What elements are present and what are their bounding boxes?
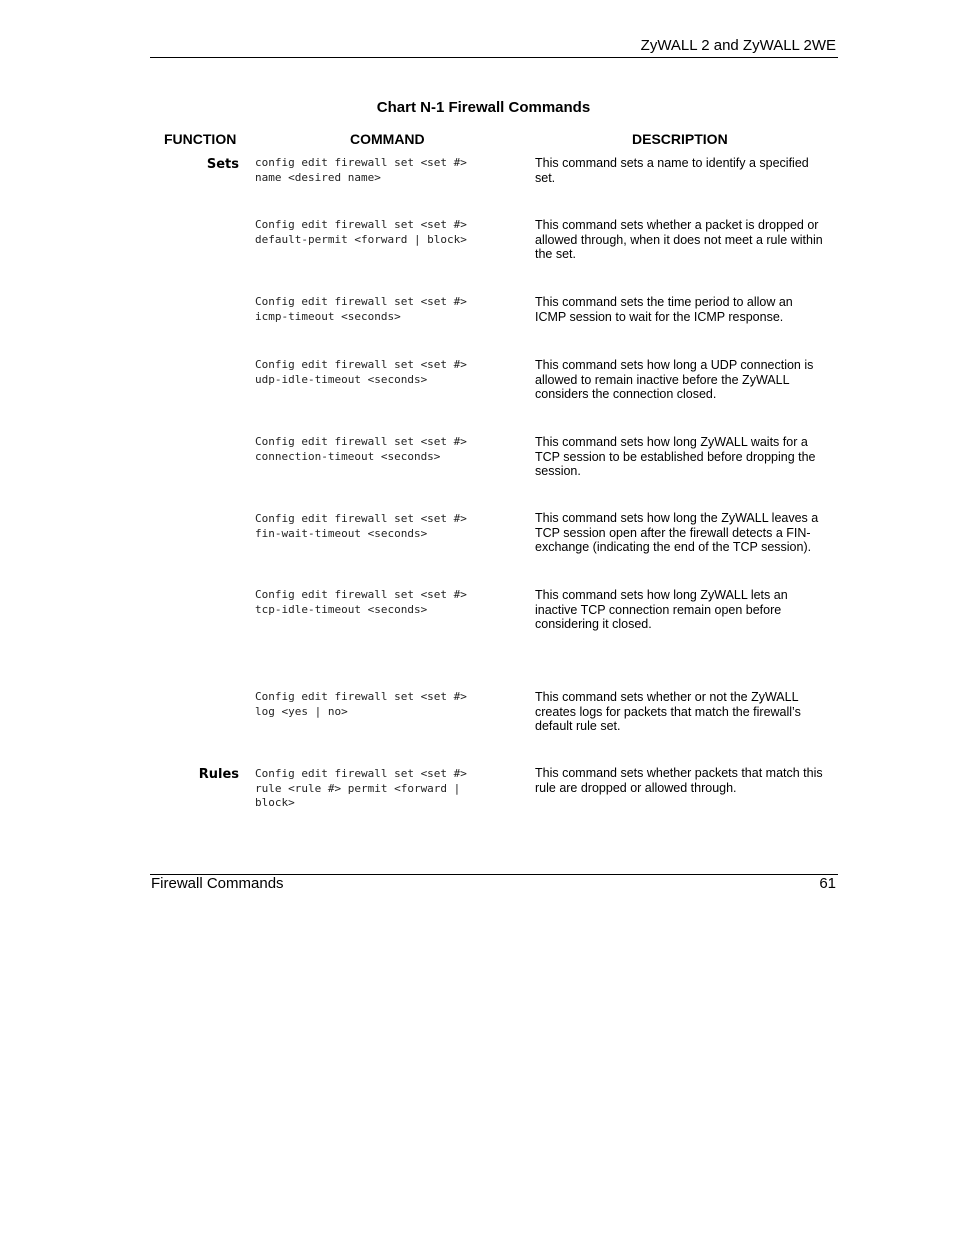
footer-section-title: Firewall Commands — [151, 875, 284, 892]
description-text: This command sets how long ZyWALL waits for a TCP session to be established before dropping the session. — [535, 435, 816, 478]
column-header-function: FUNCTION — [164, 131, 237, 147]
column-header-command: COMMAND — [350, 131, 425, 147]
description-text: This command sets whether a packet is dropped or allowed through, when it does not meet a rule within the set. — [535, 218, 823, 261]
command-text: Config edit firewall set <set #> connection-timeout <seconds> — [255, 435, 467, 463]
description-text: This command sets how long ZyWALL lets an inactive TCP connection remain open before considering it closed. — [535, 588, 788, 631]
chart-title: Chart N-1 Firewall Commands — [376, 99, 591, 116]
description-text: This command sets whether or not the ZyWALL creates logs for packets that match the firewall’s default rule set. — [535, 690, 801, 733]
command-text: config edit firewall set <set #> name <desired name> — [255, 156, 467, 184]
header-title: ZyWALL 2 and ZyWALL 2WE — [640, 37, 836, 54]
description-text: This command sets how long the ZyWALL leaves a TCP session open after the firewall detects a FIN-exchange (indicating the end of the TCP session). — [535, 511, 819, 554]
function-label: Rules — [198, 767, 239, 782]
command-text: Config edit firewall set <set #> log <yes | no> — [255, 690, 467, 718]
description-text: This command sets a name to identify a specified set. — [535, 156, 809, 185]
command-text: Config edit firewall set <set #> icmp-timeout <seconds> — [255, 295, 467, 323]
command-text: Config edit firewall set <set #> tcp-idle-timeout <seconds> — [255, 588, 467, 616]
command-text: Config edit firewall set <set #> fin-wait-timeout <seconds> — [255, 512, 467, 540]
description-text: This command sets whether packets that match this rule are dropped or allowed through. — [535, 766, 823, 795]
command-text: Config edit firewall set <set #> default-permit <forward | block> — [255, 218, 467, 246]
description-text: This command sets how long a UDP connection is allowed to remain inactive before the ZyWALL considers the connection closed. — [535, 358, 814, 401]
column-header-description: DESCRIPTION — [632, 131, 728, 147]
header-rule — [150, 57, 838, 58]
command-text: Config edit firewall set <set #> rule <rule #> permit <forward | block> — [255, 767, 467, 809]
footer-page-number: 61 — [819, 875, 836, 892]
description-text: This command sets the time period to allow an ICMP session to wait for the ICMP response. — [535, 295, 793, 324]
command-text: Config edit firewall set <set #> udp-idle-timeout <seconds> — [255, 358, 467, 386]
function-label: Sets — [206, 157, 239, 172]
